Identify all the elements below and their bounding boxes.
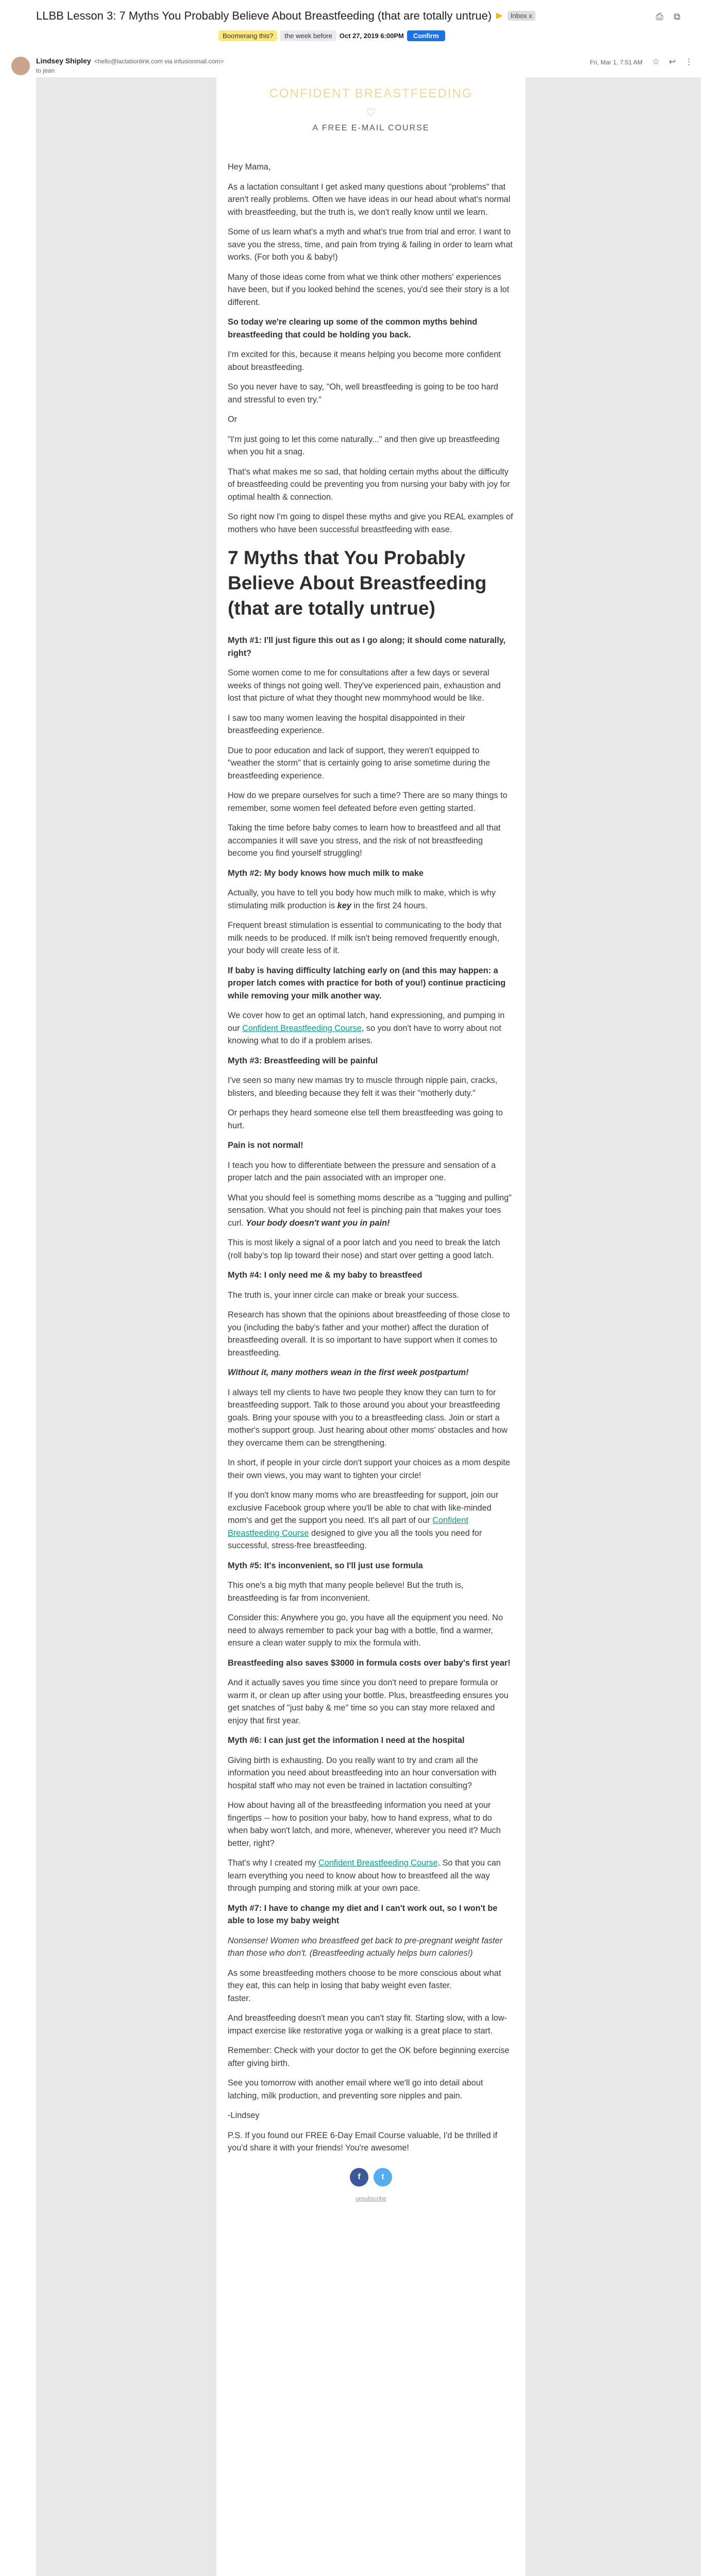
paragraph: Giving birth is exhausting. Do you really want to try and cram all the information you need about breastfeeding into an hour conversation with hospital staff who may not even be trained in lactation consulting? — [228, 1755, 497, 1790]
more-icon[interactable]: ⋮ — [685, 58, 693, 66]
sender-name-text: Lindsey Shipley — [36, 57, 91, 65]
myth-6-heading: Myth #6: I can just get the information I need at the hospital — [228, 1736, 465, 1745]
unsubscribe-link[interactable]: unsubscribe — [356, 2195, 386, 2202]
course-link[interactable]: Confident Breastfeeding Course — [242, 1023, 362, 1033]
sent-date: Fri, Mar 1, 7:51 AM — [590, 59, 643, 66]
sender-name — [36, 57, 224, 65]
paragraph: As a lactation consultant I get asked many questions about "problems" that aren't really problems. Often we have ideas in our head about what's normal with breastfeeding, but the truth is, we don't really know until we learn. — [228, 182, 511, 217]
paragraph: "I'm just going to let this come naturally..." and then give up breastfeeding when you hit a snag. — [228, 434, 500, 456]
paragraph — [228, 1857, 514, 1895]
print-icon[interactable]: ⎙ — [655, 11, 664, 22]
paragraph — [228, 1192, 514, 1230]
emphasis: key — [337, 901, 351, 910]
paragraph — [228, 1967, 514, 2005]
paragraph: That's what makes me so sad, that holding certain myths about the difficulty of breastfeeding could be preventing you from nursing your baby with joy for optimal health & connection. — [228, 467, 510, 502]
boomerang-confirm-button[interactable]: Confirm — [407, 30, 445, 41]
text: We cover how to get an optimal latch, hand expressioning, and pumping in our — [228, 1011, 505, 1033]
text: As some breastfeeding mothers choose to be more conscious about what they eat, this can help in losing that baby weight even faster. — [228, 1968, 501, 1990]
text: What you should feel is something moms describe as a "tugging and pulling" sensation. What you should not feel is pinching pain that makes your toes curl. — [228, 1193, 512, 1228]
course-subtitle: A FREE E-MAIL COURSE — [312, 124, 430, 132]
paragraph: So right now I'm going to dispel these myths and give you REAL examples of mothers who have been successful breastfeeding with ease. — [228, 512, 513, 534]
article-heading: 7 Myths that You Probably Believe About Breastfeeding (that are totally untrue) — [228, 547, 487, 619]
avatar — [11, 57, 30, 75]
facebook-icon[interactable]: f — [350, 2168, 368, 2187]
brand-title: CONFIDENT BREASTFEEDING — [269, 87, 473, 100]
social-links — [228, 2168, 514, 2187]
paragraph: Or — [228, 415, 238, 424]
myth-7-heading: Myth #7: I have to change my diet and I can't work out, so I won't be able to lose my baby weight — [228, 1903, 498, 1925]
important-marker-icon[interactable]: ▶ — [496, 11, 503, 20]
paragraph — [228, 1366, 514, 1379]
recipient[interactable]: to jean — [36, 67, 55, 74]
boomerang-chip[interactable]: Boomerang this? — [218, 30, 277, 41]
sender-email: <hello@lactationlink.com via infusionmail.com> — [94, 58, 224, 65]
paragraph: Taking the time before baby comes to learn how to breastfeed and all that accompanies it will save you stress, and the risk of not breastfeeding become you find yourself struggling! — [228, 823, 501, 858]
paragraph — [228, 1489, 514, 1552]
paragraph-bold: If baby is having difficulty latching early on (and this may happen: a proper latch comes with practice for both of you!) continue practicing while removing your milk another way. — [228, 965, 506, 1001]
paragraph: I've seen so many new mamas try to muscle through nipple pain, cracks, blisters, and bleeding because they felt it was their "motherly duty." — [228, 1076, 498, 1098]
paragraph: In short, if people in your circle don't support your choices as a mom despite their own views, you may want to tighten your circle! — [228, 1458, 510, 1480]
course-link[interactable]: Confident Breastfeeding Course — [228, 1516, 468, 1538]
paragraph: So you never have to say, "Oh, well breastfeeding is going to be too hard and stressful to even try." — [228, 382, 498, 404]
paragraph: Or perhaps they heard someone else tell them breastfeeding was going to hurt. — [228, 1108, 503, 1130]
paragraph: How about having all of the breastfeeding information you need at your fingertips -- how to position your baby, how to hand express, what to do when baby won't latch, and more, whenever, wherever you need it? Much better, right? — [228, 1801, 501, 1848]
paragraph — [228, 1009, 514, 1047]
paragraph — [228, 887, 514, 912]
twitter-icon[interactable]: t — [374, 2168, 392, 2187]
text: . So that you can learn everything you need to know about how to breastfeed all the way through pumping and storing milk at your own pace. — [228, 1858, 501, 1893]
text: That's why I created my — [228, 1858, 318, 1868]
paragraph: Consider this: Anywhere you go, you have all the equipment you need. No need to always remember to pack your bag with a bottle, find a warmer, ensure a clean water supply to mix the formula with. — [228, 1613, 503, 1648]
paragraph: Remember: Check with your doctor to get the OK before beginning exercise after giving birth. — [228, 2046, 510, 2068]
boomerang-date[interactable]: Oct 27, 2019 6:00PM — [339, 31, 404, 40]
open-new-window-icon[interactable]: ⧉ — [673, 11, 681, 22]
heart-icon: ♡ — [366, 106, 376, 119]
paragraph: See you tomorrow with another email where we'll go into detail about latching, milk production, and preventing sore nipples and pain. — [228, 2078, 483, 2100]
paragraph: Due to poor education and lack of support, they weren't equipped to "weather the storm" that is certainly going to arise sometime during the breastfeeding experience. — [228, 745, 491, 781]
myth-4-heading: Myth #4: I only need me & my baby to breastfeed — [228, 1270, 422, 1280]
myth-5-heading: Myth #5: It's inconvenient, so I'll just use formula — [228, 1561, 423, 1570]
paragraph: And it actually saves you time since you don't need to prepare formula or warm it, or clean up after using your bottle. Plus, breastfeeding ensures you get snatches of "just baby & me" time so you can stay more relaxed and enjoy that first year. — [228, 1678, 509, 1725]
star-icon[interactable]: ☆ — [652, 58, 660, 66]
myth-3-heading: Myth #3: Breastfeeding will be painful — [228, 1056, 378, 1065]
boomerang-bar — [218, 28, 445, 43]
inbox-label[interactable]: Inbox x — [508, 11, 535, 21]
paragraph-bold: Breastfeeding also saves $3000 in formula costs over baby's first year! — [228, 1658, 511, 1668]
paragraph: How do we prepare ourselves for such a time? There are so many things to remember, some women feel defeated before even getting started. — [228, 791, 508, 813]
paragraph: The truth is, your inner circle can make or break your success. — [228, 1290, 459, 1300]
paragraph-bold: Pain is not normal! — [228, 1141, 303, 1150]
paragraph: Some women come to me for consultations after a few days or several weeks of things not going well. They've experienced pain, exhaustion and lost that picture of what they thought new mommyhood would be like. — [228, 668, 501, 703]
greeting: Hey Mama, — [228, 162, 271, 172]
emphasis: Nonsense! Women who breastfeed get back to pre-pregnant weight faster than those who don't. (Breastfeeding actually helps burn calories!) — [228, 1936, 503, 1958]
text: If you don't know many moms who are breastfeeding for support, join our exclusive Facebook group where you'll be able to chat with like-minded mom's and get the support you need. It's all part of our — [228, 1490, 499, 1525]
email-subject: LLBB Lesson 3: 7 Myths You Probably Believe About Breastfeeding (that are totally untrue) — [36, 9, 492, 22]
text: Actually, you have to tell you body how much milk to make, which is why stimulating milk production is — [228, 888, 496, 910]
emphasis: Your body doesn't want you in pain! — [246, 1218, 390, 1228]
paragraph: Some of us learn what's a myth and what's true from trial and error. I want to save you the stress, time, and pain from trying & failing in order to learn what works. (For both you & baby!) — [228, 227, 513, 262]
myth-2-heading: Myth #2: My body knows how much milk to make — [228, 868, 424, 878]
postscript: P.S. If you found our FREE 6-Day Email Course valuable, I'd be thrilled if you'd share it with your friends! You're awesome! — [228, 2130, 498, 2153]
paragraph: Research has shown that the opinions about breastfeeding of those close to you (including the baby's father and your mother) affect the duration of breastfeeding overall. It is so important to have support when it comes to breastfeeding. — [228, 1310, 510, 1358]
paragraph: Frequent breast stimulation is essential to communicating to the body that milk needs to be produced. If milk isn't being removed frequently enough, your body will create less of it. — [228, 921, 502, 955]
paragraph-bold: So today we're clearing up some of the common myths behind breastfeeding that could be holding you back. — [228, 317, 478, 340]
paragraph: I'm excited for this, because it means helping you become more confident about breastfeeding. — [228, 350, 501, 372]
text: designed to give you all the tools you need for successful, stress-free breastfeeding. — [228, 1528, 482, 1550]
paragraph: And breastfeeding doesn't mean you can't stay fit. Starting slow, with a low-impact exercise like restorative yoga or walking is a great place to start. — [228, 2013, 507, 2036]
course-link[interactable]: Confident Breastfeeding Course — [318, 1858, 438, 1868]
paragraph: Many of those ideas come from what we think other mothers' experiences have been, but if you looked behind the scenes, you'd see their story is a lot different. — [228, 272, 510, 307]
sender-row — [0, 54, 710, 79]
signoff: -Lindsey — [228, 2111, 260, 2120]
paragraph: I teach you how to differentiate between the pressure and sensation of a proper latch and the pain associated with an improper one. — [228, 1160, 496, 1182]
paragraph — [228, 1935, 514, 1960]
paragraph: I saw too many women leaving the hospital disappointed in their breastfeeding experience. — [228, 713, 465, 735]
text: , so you don't have to worry about not knowing what to do if a problem arises. — [228, 1023, 501, 1045]
boomerang-when[interactable]: the week before — [280, 30, 336, 41]
paragraph: This one's a big myth that many people believe! But the truth is, breastfeeding is far from inconvenient. — [228, 1581, 464, 1603]
text: faster. — [228, 1993, 251, 2003]
emphasis: Without it, many mothers wean in the first week postpartum! — [228, 1368, 469, 1377]
reply-icon[interactable]: ↩ — [669, 58, 676, 66]
myth-1-heading: Myth #1: I'll just figure this out as I go along; it should come naturally, right? — [228, 636, 506, 658]
paragraph: This is most likely a signal of a poor latch and you need to break the latch (roll baby's top lip toward their nose) and start over getting a good latch. — [228, 1238, 500, 1260]
email-body — [216, 77, 526, 2576]
text: in the first 24 hours. — [351, 901, 428, 910]
paragraph: I always tell my clients to have two people they know they can turn to for breastfeeding support. Talk to those around you about your breastfeeding goals. Bring your spouse with you to a breastfeeding class. Join or start a mother's support group. Just hearing about other moms' obstacles and how they overcame them can be strengthening. — [228, 1387, 508, 1448]
